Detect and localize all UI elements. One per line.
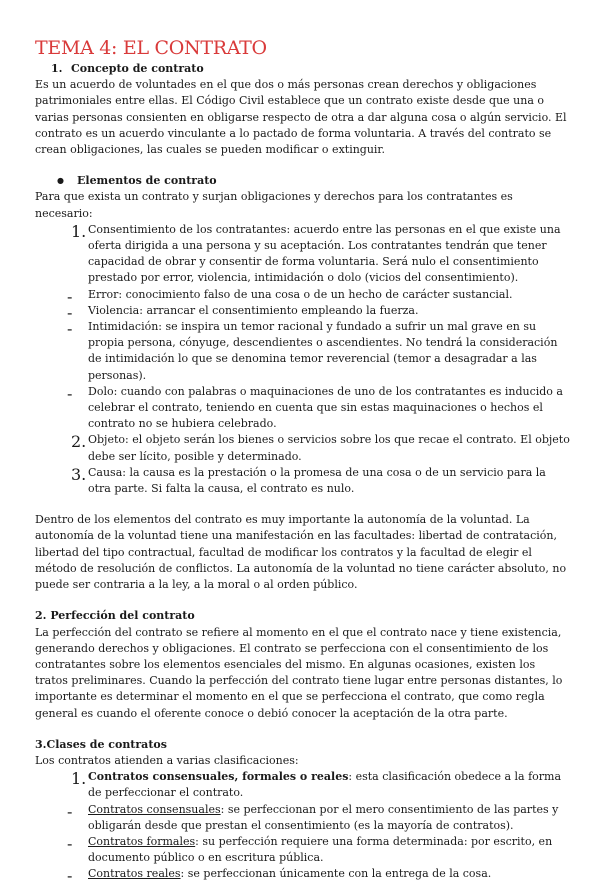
document-title: TEMA 4: EL CONTRATO	[35, 37, 267, 59]
list-item: 2. Objeto: el objeto serán los bienes o servicios sobre los que recae el contrato. El objeto debe ser lícito, posible y determinado.	[71, 432, 570, 463]
section-2-heading: 2. Perfección del contrato	[35, 609, 195, 623]
list-item: - Dolo: cuando con palabras o maquinaciones de uno de los contratantes es inducido a celebrar el contrato, teniendo en cuenta que sin estas maquinaciones o hechos el contrato no se hubiera celebrado.	[67, 383, 563, 431]
list-item: - Error: conocimiento falso de una cosa o de un hecho de carácter sustancial.	[67, 286, 513, 306]
elementos-heading: ● Elementos de contrato	[35, 173, 570, 189]
list-item: - Contratos consensuales: se perfeccionan por el mero consentimiento de las partes y obligarán desde que prestan el consentimiento (es la mayoría de contratos).	[67, 801, 559, 832]
section-1-heading: 1. Concepto de contrato	[51, 62, 204, 75]
section-1-paragraph: Es un acuerdo de voluntades en el que dos o más personas crean derechos y obligaciones patrimoniales entre ellas. El Código Civil establece que un contrato existe desde que una o varias personas consienten en obligarse respecto de otra a dar alguna cosa o algún servicio. El contrato es un acuerdo vinculante a lo pactado de forma voluntaria. A través del contrato se crean obligaciones, las cuales se pueden modificar o extinguir.	[35, 78, 567, 157]
clases-list	[35, 769, 570, 801]
elementos-intro: Para que exista un contrato y surjan obligaciones y derechos para los contratantes es necesario:	[35, 190, 513, 220]
list-item: 1. Consentimiento de los contratantes: acuerdo entre las personas en el que existe una oferta dirigida a una persona y su aceptación. Los contratantes tendrán que tener capacidad de obrar y consentir de forma voluntaria. Será nulo el consentimiento prestado por error, violencia, intimidación o dolo (vicios del consentimiento).	[71, 221, 561, 285]
vicios-list	[35, 287, 570, 433]
list-item: - Contratos reales: se perfeccionan únicamente con la entrega de la cosa.	[67, 866, 492, 885]
clases-sublist	[35, 802, 570, 883]
list-item: 3. Causa: la causa es la prestación o la promesa de una cosa o de un servicio para la otra parte. Si falta la causa, el contrato es nulo.	[71, 464, 546, 496]
section-2-paragraph: La perfección del contrato se refiere al momento en el que el contrato nace y tiene existencia, generando derechos y obligaciones. El contrato se perfecciona con el consentimiento de los contratantes sobre los elementos esenciales del mismo. En algunas ocasiones, existen los tratos preliminares. Cuando la perfección del contrato tiene lugar entre personas distantes, lo importante es determinar el momento en el que se perfecciona el contrato, que como regla general es cuando el oferente conoce o debió conocer la aceptación de la otra parte.	[35, 625, 563, 720]
elementos-list-cont	[35, 432, 570, 497]
section-3-heading: 3.Clases de contratos	[35, 737, 167, 751]
autonomia-paragraph: Dentro de los elementos del contrato es muy importante la autonomía de la voluntad. La autonomía de la voluntad tiene una manifestación en las facultades: libertad de contratación, libertad del tipo contractual, facultad de modificar los contratos y la facultad de elegir el método de resolución de conflictos. La autonomía de la voluntad no tiene carácter absoluto, no puede ser contraria a la ley, a la moral o al orden público.	[35, 513, 567, 592]
list-item: - Violencia: arrancar el consentimiento empleando la fuerza.	[67, 302, 419, 322]
list-item: 1. Contratos consensuales, formales o reales: esta clasificación obedece a la forma de perfeccionar el contrato.	[71, 769, 562, 800]
bullet-icon: ●	[57, 176, 64, 186]
elementos-list	[35, 222, 570, 287]
list-item: - Intimidación: se inspira un temor racional y fundado a sufrir un mal grave en su propia persona, cónyuge, descendientes o ascendientes. No tendrá la consideración de intimidación lo que se denomina temor reverencial (temor a desagradar a las personas).	[67, 319, 558, 382]
list-item: - Contratos formales: su perfección requiere una forma determinada: por escrito, en documento público o en escritura pública.	[67, 833, 553, 865]
section-3-intro: Los contratos atienden a varias clasificaciones:	[35, 753, 299, 767]
